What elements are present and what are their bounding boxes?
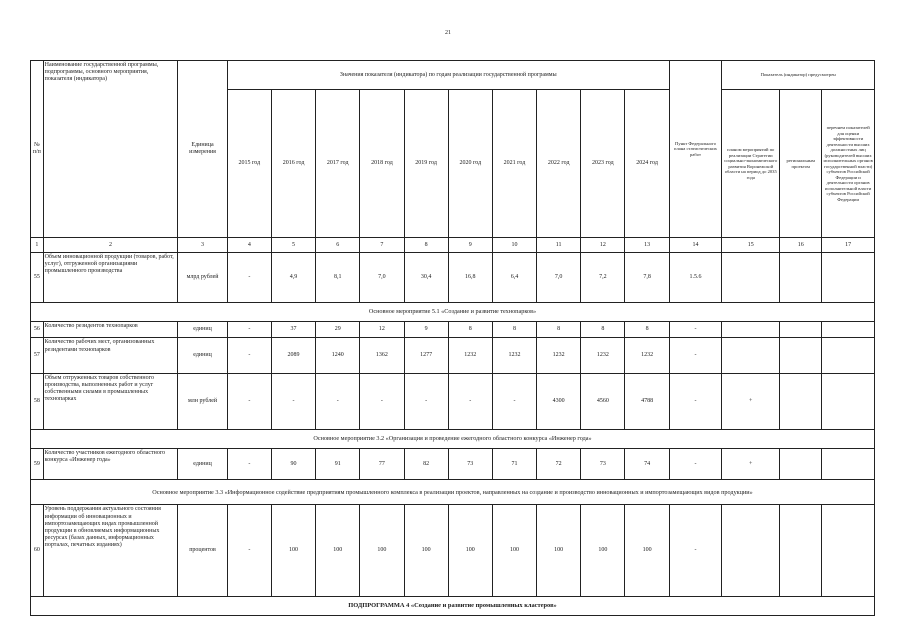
value-cell: - — [227, 373, 271, 429]
value-cell: 2089 — [271, 338, 315, 373]
column-number: 6 — [316, 238, 360, 253]
regional-cell — [780, 252, 822, 302]
indicator-name: Количество участников ежегодного областного конкурса «Инженер года» — [43, 449, 178, 480]
value-cell: 77 — [360, 449, 404, 480]
table-row — [31, 449, 875, 480]
value-cell: 73 — [581, 449, 625, 480]
column-number: 10 — [492, 238, 536, 253]
regional-cell — [780, 505, 822, 597]
header-indicator-strategy: планом мероприятий по реализации Стратегии социально-экономического развития Воронежской области на период до 2035 года — [722, 90, 780, 238]
value-cell: 73 — [448, 449, 492, 480]
value-cell: 1232 — [492, 338, 536, 373]
value-cell: 37 — [271, 321, 315, 338]
value-cell: 4560 — [581, 373, 625, 429]
value-cell: 100 — [625, 505, 669, 597]
header-year: 2023 год — [581, 90, 625, 238]
page-number: 21 — [445, 30, 451, 36]
value-cell: 7,8 — [625, 252, 669, 302]
column-number: 15 — [722, 238, 780, 253]
header-indicator-efficiency: перечнем показателей для оценки эффективности деятельности высших должностных лиц (руководителей высших исполнительных органов государственной власти) субъектов Российской Федерации и деятельности органов исполнительной власти субъектов Российской Федерации — [822, 90, 875, 238]
header-unit: Единица измерения — [178, 61, 227, 238]
value-cell: 1232 — [448, 338, 492, 373]
indicator-name: Количество рабочих мест, организованных резидентами технопарков — [43, 338, 178, 373]
source-cell: - — [669, 449, 722, 480]
value-cell: - — [227, 252, 271, 302]
regional-cell — [780, 321, 822, 338]
indicator-unit: процентов — [178, 505, 227, 597]
efficiency-cell — [822, 338, 875, 373]
value-cell: 29 — [316, 321, 360, 338]
efficiency-cell — [822, 321, 875, 338]
header-indicator-group: Показатель (индикатор) предусмотрен — [722, 61, 875, 90]
indicators-table — [30, 60, 875, 616]
value-cell: 12 — [360, 321, 404, 338]
value-cell: 1277 — [404, 338, 448, 373]
header-name: Наименование государственной программы, подпрограммы, основного мероприятия, показателя (индикатора) — [43, 61, 178, 238]
indicator-unit: млн рублей — [178, 373, 227, 429]
row-number: 57 — [31, 338, 44, 373]
column-number: 7 — [360, 238, 404, 253]
value-cell: 4788 — [625, 373, 669, 429]
row-number: 55 — [31, 252, 44, 302]
value-cell: 100 — [316, 505, 360, 597]
header-num: № п/п — [31, 61, 44, 238]
value-cell: 9 — [404, 321, 448, 338]
section-row — [31, 302, 875, 321]
column-number: 1 — [31, 238, 44, 253]
value-cell: 8 — [581, 321, 625, 338]
value-cell: 100 — [581, 505, 625, 597]
indicator-name: Количество резидентов технопарков — [43, 321, 178, 338]
value-cell: 8 — [537, 321, 581, 338]
column-number: 16 — [780, 238, 822, 253]
header-source: Пункт Федерального плана статистических работ — [669, 61, 722, 238]
strategy-cell: + — [722, 449, 780, 480]
row-number: 58 — [31, 373, 44, 429]
header-year: 2024 год — [625, 90, 669, 238]
value-cell: - — [227, 505, 271, 597]
column-number: 2 — [43, 238, 178, 253]
efficiency-cell — [822, 373, 875, 429]
value-cell: 1232 — [581, 338, 625, 373]
header-year: 2022 год — [537, 90, 581, 238]
table-row — [31, 373, 875, 429]
header-indicator-regional: региональным проектом — [780, 90, 822, 238]
header-row-1 — [31, 61, 875, 90]
column-number: 17 — [822, 238, 875, 253]
value-cell: 100 — [448, 505, 492, 597]
source-cell: - — [669, 505, 722, 597]
column-number: 12 — [581, 238, 625, 253]
column-number: 9 — [448, 238, 492, 253]
value-cell: 4300 — [537, 373, 581, 429]
value-cell: 100 — [492, 505, 536, 597]
regional-cell — [780, 338, 822, 373]
strategy-cell — [722, 505, 780, 597]
value-cell: 8 — [625, 321, 669, 338]
indicator-name: Уровень поддержания актуального состояния информации об инновационных и импортозамещающих видах промышленной продукции в обновляемых информационных ресурсах (базах данных, информационных порталах, печатных изданиях) — [43, 505, 178, 597]
section-title: Основное мероприятие 3.3 «Информационное содействие предприятиям промышленного комплекса в реализации проектов, направленных на создание и производство инновационных и импортозамещающих видов продукции» — [31, 480, 875, 505]
value-cell: 90 — [271, 449, 315, 480]
regional-cell — [780, 449, 822, 480]
value-cell: - — [492, 373, 536, 429]
value-cell: - — [360, 373, 404, 429]
header-year: 2017 год — [316, 90, 360, 238]
column-number: 11 — [537, 238, 581, 253]
value-cell: 7,0 — [360, 252, 404, 302]
value-cell: - — [227, 449, 271, 480]
section-row — [31, 430, 875, 449]
header-year: 2016 год — [271, 90, 315, 238]
header-values-group: Значения показателя (индикатора) по годам реализации государственной программы — [227, 61, 669, 90]
value-cell: - — [227, 321, 271, 338]
value-cell: 1362 — [360, 338, 404, 373]
indicator-name: Объем отгруженных товаров собственного производства, выполненных работ и услуг собственными силами в промышленных технопарках — [43, 373, 178, 429]
regional-cell — [780, 373, 822, 429]
column-number: 3 — [178, 238, 227, 253]
header-year: 2020 год — [448, 90, 492, 238]
value-cell: - — [227, 338, 271, 373]
column-numbers-row — [31, 238, 875, 253]
efficiency-cell — [822, 449, 875, 480]
value-cell: 71 — [492, 449, 536, 480]
indicator-unit: единиц — [178, 449, 227, 480]
column-number: 5 — [271, 238, 315, 253]
value-cell: 30,4 — [404, 252, 448, 302]
column-number: 4 — [227, 238, 271, 253]
header-year: 2021 год — [492, 90, 536, 238]
strategy-cell: + — [722, 373, 780, 429]
value-cell: 82 — [404, 449, 448, 480]
source-cell: - — [669, 338, 722, 373]
section-title: Основное мероприятие 3.2 «Организация и проведение ежегодного областного конкурса «Инженер года» — [31, 430, 875, 449]
value-cell: 4,9 — [271, 252, 315, 302]
value-cell: 8 — [448, 321, 492, 338]
header-year: 2015 год — [227, 90, 271, 238]
table-row — [31, 252, 875, 302]
subprogram-row — [31, 597, 875, 616]
subprogram-title: ПОДПРОГРАММА 4 «Создание и развитие промышленных кластеров» — [31, 597, 875, 616]
value-cell: 72 — [537, 449, 581, 480]
value-cell: 7,2 — [581, 252, 625, 302]
value-cell: 8 — [492, 321, 536, 338]
section-title: Основное мероприятие 5.1 «Создание и развитие технопарков» — [31, 302, 875, 321]
value-cell: 8,1 — [316, 252, 360, 302]
row-number: 60 — [31, 505, 44, 597]
value-cell: 7,0 — [537, 252, 581, 302]
header-year: 2018 год — [360, 90, 404, 238]
strategy-cell — [722, 321, 780, 338]
strategy-cell — [722, 252, 780, 302]
value-cell: 91 — [316, 449, 360, 480]
value-cell: - — [316, 373, 360, 429]
value-cell: - — [271, 373, 315, 429]
value-cell: 74 — [625, 449, 669, 480]
value-cell: 100 — [404, 505, 448, 597]
value-cell: 6,4 — [492, 252, 536, 302]
row-number: 56 — [31, 321, 44, 338]
strategy-cell — [722, 338, 780, 373]
value-cell: 1232 — [625, 338, 669, 373]
value-cell: 16,8 — [448, 252, 492, 302]
value-cell: - — [448, 373, 492, 429]
source-cell: 1.5.6 — [669, 252, 722, 302]
indicator-unit: единиц — [178, 321, 227, 338]
column-number: 13 — [625, 238, 669, 253]
value-cell: 100 — [271, 505, 315, 597]
indicator-unit: единиц — [178, 338, 227, 373]
source-cell: - — [669, 321, 722, 338]
efficiency-cell — [822, 505, 875, 597]
source-cell: - — [669, 373, 722, 429]
row-number: 59 — [31, 449, 44, 480]
efficiency-cell — [822, 252, 875, 302]
value-cell: 1240 — [316, 338, 360, 373]
column-number: 8 — [404, 238, 448, 253]
indicator-name: Объем инновационной продукции (товаров, работ, услуг), отгруженной организациями промышленного производства — [43, 252, 178, 302]
value-cell: 100 — [537, 505, 581, 597]
section-row — [31, 480, 875, 505]
value-cell: 1232 — [537, 338, 581, 373]
table-row — [31, 505, 875, 597]
header-year: 2019 год — [404, 90, 448, 238]
table-row — [31, 338, 875, 373]
indicator-unit: млрд рублей — [178, 252, 227, 302]
column-number: 14 — [669, 238, 722, 253]
value-cell: 100 — [360, 505, 404, 597]
table-row — [31, 321, 875, 338]
value-cell: - — [404, 373, 448, 429]
